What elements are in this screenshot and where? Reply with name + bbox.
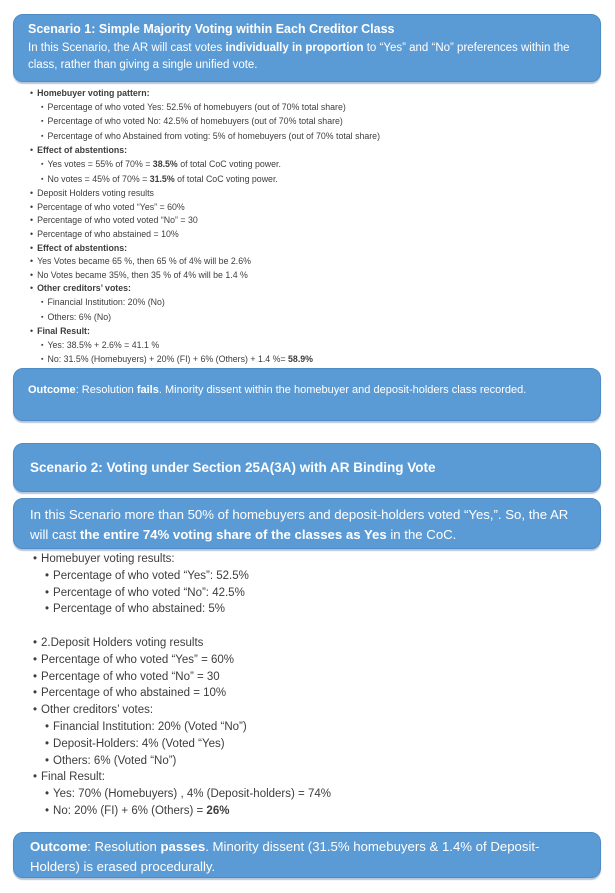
bullet-icon: ▪ <box>41 175 44 183</box>
list-item <box>41 130 600 145</box>
bullet-icon: • <box>45 603 50 616</box>
text-run: Percentage of who voted “Yes” = 60% <box>37 201 185 212</box>
text-run: : Resolution <box>75 384 137 396</box>
bullet-icon: • <box>30 188 34 199</box>
scenario2-outcome-box <box>13 832 601 878</box>
list-item-text <box>47 173 277 187</box>
text-run: 58.9% <box>288 354 313 365</box>
list-item-text <box>37 269 248 283</box>
list-item-text <box>37 325 90 339</box>
text-run: Other creditors’ votes: <box>41 704 154 717</box>
list-item <box>30 144 600 158</box>
bullet-icon: ▪ <box>41 132 44 140</box>
list-item-text <box>53 786 331 803</box>
bullet-icon: • <box>30 242 34 253</box>
scenario2-intro-box <box>13 498 601 549</box>
bullet-icon: • <box>30 269 34 280</box>
bullet-icon: • <box>30 256 34 267</box>
bullet-icon: • <box>30 215 34 226</box>
list-item <box>45 568 603 585</box>
bullet-icon: • <box>33 687 38 700</box>
list-item <box>45 719 603 736</box>
list-item-text <box>53 601 225 618</box>
scenario1-bullet-list <box>30 87 600 368</box>
text-run: Percentage of who voted “Yes”: 52.5% <box>53 569 249 582</box>
list-item <box>33 652 603 669</box>
text-run: : Resolution <box>87 839 161 854</box>
text-run: Effect of abstentions: <box>37 145 128 156</box>
list-item-text <box>41 685 226 702</box>
text-run: Other creditors’ votes: <box>37 283 131 294</box>
bullet-icon: ▪ <box>41 103 44 111</box>
bullet-icon: • <box>45 737 50 750</box>
scenario1-header-box <box>13 14 601 82</box>
list-item-text <box>47 339 159 353</box>
text-run: In this Scenario more than 50% of homebuyers and deposit-holders voted “Yes,”. So, the AR will cast <box>30 507 569 542</box>
list-item <box>45 753 603 770</box>
bullet-icon: • <box>33 670 38 683</box>
bullet-icon: ▪ <box>41 356 44 364</box>
bullet-icon: • <box>45 720 50 733</box>
text-run: No: 31.5% (Homebuyers) + 20% (FI) + 6% (Others) + 1.4 %= <box>47 354 289 365</box>
bullet-icon: • <box>33 771 38 784</box>
list-item-text <box>37 255 251 269</box>
text-run: to “Yes” and “No” preferences within the class, rather than giving a single unified vote. <box>28 42 570 71</box>
text-run: Others: 6% (No) <box>47 311 112 322</box>
text-run: . Minority dissent within the homebuyer and deposit-holders class recorded. <box>158 384 527 396</box>
bullet-icon: • <box>30 283 34 294</box>
list-item <box>30 242 600 256</box>
list-item-text <box>37 87 149 101</box>
list-item <box>41 296 600 311</box>
list-item-text <box>47 311 111 325</box>
bullet-icon: • <box>33 653 38 666</box>
text-run: Yes votes = 55% of 70% = <box>47 158 153 169</box>
text-run: Outcome <box>28 384 76 396</box>
list-item <box>30 255 600 269</box>
list-item-text <box>53 719 247 736</box>
text-run: Final Result: <box>41 771 105 784</box>
list-item <box>33 769 603 786</box>
scenario1-intro-paragraph <box>28 40 586 74</box>
list-item-text <box>37 228 179 242</box>
text-run: Percentage of who abstained: 5% <box>53 603 226 616</box>
text-run: 38.5% <box>152 158 178 169</box>
text-run: Percentage of who voted voted “No” = 30 <box>37 215 198 226</box>
list-item <box>30 187 600 201</box>
list-item <box>41 353 600 368</box>
list-item <box>41 311 600 326</box>
bullet-icon: • <box>30 201 34 212</box>
text-run: Yes: 38.5% + 2.6% = 41.1 % <box>47 339 160 350</box>
list-item-text <box>53 753 176 770</box>
list-item-text <box>47 158 280 172</box>
list-item <box>41 115 600 130</box>
list-item-text <box>47 353 313 367</box>
list-item-text <box>53 568 249 585</box>
bullet-icon: • <box>33 636 38 649</box>
text-run: the entire 74% voting share of the classes as Yes <box>79 526 387 542</box>
text-run: Yes: 70% (Homebuyers) , 4% (Deposit-holders) = 74% <box>53 788 331 801</box>
text-run: Effect of abstentions: <box>37 242 128 253</box>
text-run: Financial Institution: 20% (No) <box>47 296 165 307</box>
list-item <box>30 325 600 339</box>
text-run: of total CoC voting power. <box>177 158 281 169</box>
list-item-text <box>37 144 127 158</box>
list-item <box>33 551 603 568</box>
scenario2-bullet-list <box>33 551 603 820</box>
text-run: of total CoC voting power. <box>174 173 278 184</box>
bullet-icon: • <box>45 569 50 582</box>
list-item <box>33 635 603 652</box>
list-item <box>30 87 600 101</box>
list-item-text <box>37 214 198 228</box>
bullet-icon: • <box>33 704 38 717</box>
list-item-text <box>37 187 154 201</box>
bullet-icon: ▪ <box>41 298 44 306</box>
list-item <box>45 601 603 618</box>
text-run: Percentage of who voted “No” = 30 <box>41 670 220 683</box>
text-run: passes <box>160 839 206 854</box>
list-item <box>33 702 603 719</box>
bullet-icon: ▪ <box>41 313 44 321</box>
list-item <box>41 158 600 173</box>
list-item-text <box>53 803 229 820</box>
text-run: fails <box>136 384 159 396</box>
list-item-text <box>41 669 220 686</box>
text-run: In this Scenario, the AR will cast votes <box>28 42 226 54</box>
text-run: No: 20% (FI) + 6% (Others) = <box>53 804 207 817</box>
list-item-text <box>47 296 164 310</box>
bullet-icon: • <box>30 88 34 98</box>
bullet-icon: ▪ <box>41 118 44 126</box>
list-item <box>45 786 603 803</box>
text-run: . Minority dissent (31.5% homebuyers & 1.4% of Deposit-Holders) is erased procedurally. <box>30 839 540 874</box>
text-run: Deposit Holders voting results <box>37 188 154 199</box>
text-run: Percentage of who abstained = 10% <box>37 228 179 239</box>
list-item <box>33 669 603 686</box>
text-run: Yes Votes became 65 %, then 65 % of 4% will be 2.6% <box>37 256 251 267</box>
list-item-text <box>47 115 342 129</box>
text-run: No Votes became 35%, then 35 % of 4% will be 1.4 % <box>37 269 248 280</box>
list-item-text <box>53 736 225 753</box>
text-run: 2.Deposit Holders voting results <box>41 636 204 649</box>
bullet-icon: • <box>45 586 50 599</box>
bullet-icon: ▪ <box>41 160 44 168</box>
bullet-icon: • <box>33 553 38 565</box>
text-run: Final Result: <box>37 326 90 337</box>
list-item <box>45 585 603 602</box>
text-run: Percentage of who Abstained from voting: 5% of homebuyers (out of 70% total share) <box>47 130 381 141</box>
bullet-icon: • <box>30 326 34 337</box>
list-item <box>30 201 600 215</box>
text-run: No votes = 45% of 70% = <box>47 173 150 184</box>
list-item-text <box>37 201 185 215</box>
text-run: Percentage of who voted Yes: 52.5% of homebuyers (out of 70% total share) <box>47 101 346 112</box>
list-item-text <box>41 769 105 786</box>
text-run: individually in proportion <box>225 42 364 54</box>
list-item-text <box>41 635 203 652</box>
text-run: 31.5% <box>149 173 175 184</box>
list-item-text <box>41 702 153 719</box>
bullet-icon: • <box>45 754 50 767</box>
bullet-icon: • <box>45 804 50 817</box>
text-run: Financial Institution: 20% (Voted “No”) <box>53 720 247 733</box>
list-item-text <box>53 585 245 602</box>
bullet-icon: • <box>30 228 34 239</box>
list-item <box>30 214 600 228</box>
text-run: Percentage of who voted “Yes” = 60% <box>41 653 234 666</box>
list-item <box>41 173 600 188</box>
scenario1-title: Scenario 1: Simple Majority Voting within Each Creditor Class <box>28 22 395 36</box>
list-item <box>30 282 600 296</box>
scenario2-header-box <box>13 443 601 492</box>
list-item-text <box>47 130 380 144</box>
list-item <box>33 685 603 702</box>
scenario1-outcome-box <box>13 368 601 421</box>
list-item <box>41 101 600 116</box>
list-item <box>45 736 603 753</box>
scenario2-title: Scenario 2: Voting under Section 25A(3A) with AR Binding Vote <box>30 460 436 475</box>
list-item-text <box>41 551 175 568</box>
list-item <box>30 269 600 283</box>
list-item <box>45 803 603 820</box>
text-run: Homebuyer voting results: <box>41 553 175 565</box>
list-item-text <box>47 101 345 115</box>
bullet-icon: ▪ <box>41 341 44 349</box>
text-run: Homebuyer voting pattern: <box>37 88 150 98</box>
bullet-icon: • <box>30 145 34 156</box>
list-item <box>30 228 600 242</box>
text-run: Outcome <box>30 839 88 854</box>
text-run: Percentage of who abstained = 10% <box>41 687 227 700</box>
text-run: Percentage of who voted “No”: 42.5% <box>53 586 245 599</box>
list-item-text <box>41 652 234 669</box>
list-item <box>41 339 600 354</box>
text-run: Percentage of who voted No: 42.5% of homebuyers (out of 70% total share) <box>47 116 343 127</box>
text-run: Others: 6% (Voted “No”) <box>53 754 177 767</box>
bullet-icon: • <box>45 788 50 801</box>
text-run: Deposit-Holders: 4% (Voted “Yes) <box>53 737 225 750</box>
list-item-text <box>37 282 131 296</box>
text-run: 26% <box>206 804 230 817</box>
list-item-text <box>37 242 127 256</box>
text-run: in the CoC. <box>386 526 457 542</box>
